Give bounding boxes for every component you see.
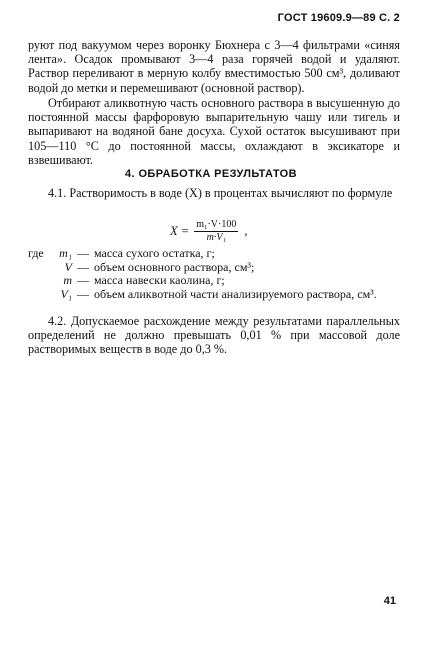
legend-text: масса навески каолина, г; <box>94 273 225 287</box>
legend-dash: — <box>77 246 89 260</box>
formula-numerator: m₁·V·100 <box>196 218 237 230</box>
legend-lead: где <box>28 246 44 260</box>
paragraph-4-2: 4.2. Допускаемое расхождение между результатами параллельных определений не должно превышать 0,01 % при массовой доле растворимых веществ в воде до 0,3 %. <box>28 314 400 357</box>
legend-symbol: m₁ <box>59 246 72 260</box>
legend-text: объем основного раствора, см³; <box>94 259 255 274</box>
paragraph-filtration: руют под вакуумом через воронку Бюхнера с 3—4 фильтрами «синяя лента». Осадок промывают 3—4 раза горячей водой и удаляют. Раствор переливают в мерную колбу вместимостью 500 см³, доливают водой до метки и перемешивают (основной раствор). <box>28 38 400 95</box>
legend-symbol: V₁ <box>60 286 72 301</box>
page-number: 41 <box>383 595 396 607</box>
legend-dash: — <box>77 259 89 274</box>
formula-denominator: m·V₁ <box>206 231 226 243</box>
legend-dash: — <box>77 273 89 287</box>
legend-symbol: V <box>64 259 72 274</box>
legend-row <box>28 261 408 275</box>
legend-row <box>28 247 408 261</box>
section-title: 4. ОБРАБОТКА РЕЗУЛЬТАТОВ <box>125 168 297 180</box>
legend-dash: — <box>77 286 89 301</box>
formula-lhs: X = <box>170 223 190 238</box>
legend-row <box>28 274 408 288</box>
formula-legend <box>28 247 408 301</box>
legend-text: масса сухого остатка, г; <box>94 246 215 260</box>
legend-symbol: m <box>63 273 72 287</box>
paragraph-aliquot: Отбирают аликвотную часть основного раствора в высушенную до постоянной массы фарфоровую выпарительную чашу или тигель и выпаривают на водяной бане досуха. Сухой остаток высушивают при 105—110 °C до постоянной массы, охлаждают в эксикаторе и взвешивают. <box>28 96 400 167</box>
standard-header: ГОСТ 19609.9—89 С. 2 <box>277 12 400 24</box>
legend-text: объем аликвотной части анализируемого раствора, см³. <box>94 286 377 301</box>
paragraph-4-1: 4.1. Растворимость в воде (X) в процентах вычисляют по формуле <box>48 186 393 200</box>
legend-row <box>28 288 408 302</box>
formula-fraction <box>194 219 238 244</box>
formula-comma: , <box>244 223 248 238</box>
solubility-formula <box>170 214 247 248</box>
